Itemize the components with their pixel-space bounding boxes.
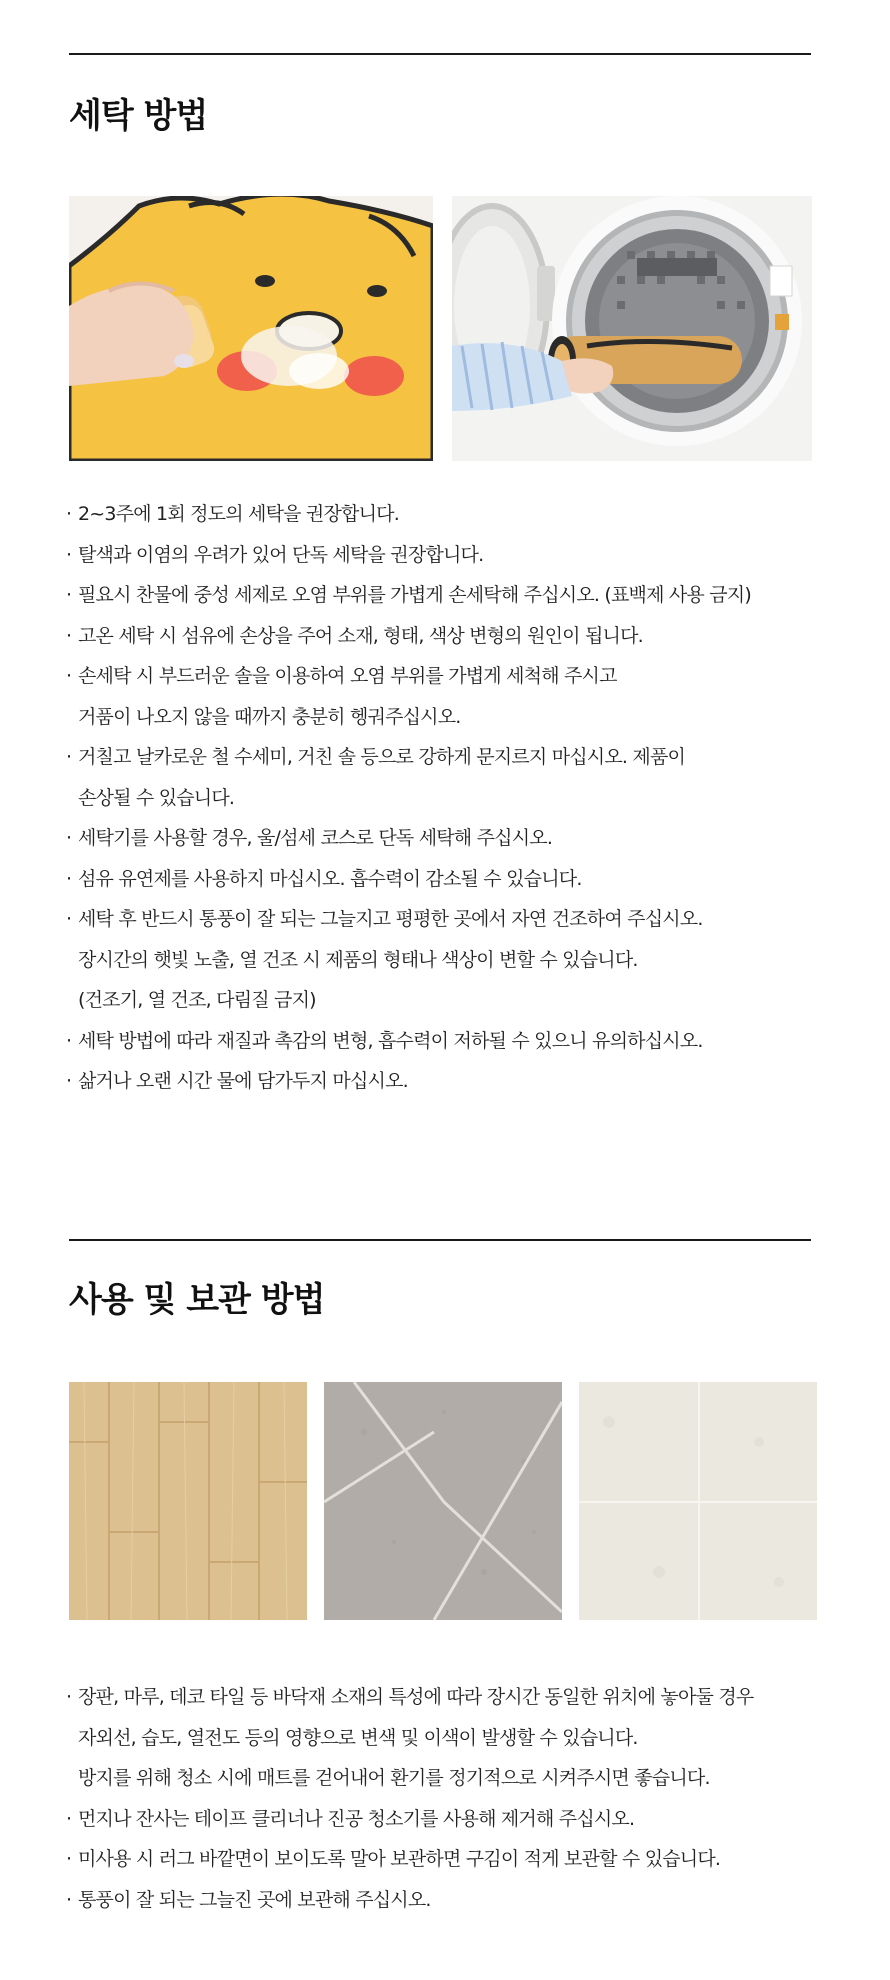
storage-item-4: · 통풍이 잘 되는 그늘진 곳에 보관해 주십시오. bbox=[66, 1880, 826, 1921]
washing-item-9: · 세탁 후 반드시 통풍이 잘 되는 그늘지고 평평한 곳에서 자연 건조하여 주십시오. 장시간의 햇빛 노출, 열 건조 시 제품의 형태나 색상이 변할 수 있습니다. (건조기, 열 건조, 다림질 금지) bbox=[66, 899, 826, 1021]
washing-item-8: · 섬유 유연제를 사용하지 마십시오. 흡수력이 감소될 수 있습니다. bbox=[66, 859, 826, 900]
washing-instructions-list bbox=[66, 494, 826, 1102]
washing-item-6: · 거칠고 날카로운 철 수세미, 거친 솔 등으로 강하게 문지르지 마십시오. 제품이 손상될 수 있습니다. bbox=[66, 737, 826, 818]
storage-section-title: 사용 및 보관 방법 bbox=[69, 1280, 325, 1320]
sponge-cleaning-photo bbox=[69, 196, 433, 461]
washing-item-1: · 2~3주에 1회 정도의 세탁을 권장합니다. bbox=[66, 494, 826, 535]
washing-item-11: · 삶거나 오랜 시간 물에 담가두지 마십시오. bbox=[66, 1061, 826, 1102]
washing-section-title: 세탁 방법 bbox=[69, 96, 208, 136]
washing-item-4: · 고온 세탁 시 섬유에 손상을 주어 소재, 형태, 색상 변형의 원인이 됩니다. bbox=[66, 616, 826, 657]
top-divider bbox=[69, 53, 811, 55]
washing-item-2: · 탈색과 이염의 우려가 있어 단독 세탁을 권장합니다. bbox=[66, 535, 826, 576]
wood-floor-photo bbox=[69, 1382, 307, 1620]
storage-item-3: · 미사용 시 러그 바깥면이 보이도록 말아 보관하면 구김이 적게 보관할 수 있습니다. bbox=[66, 1839, 826, 1880]
storage-instructions-list bbox=[66, 1677, 826, 1920]
washing-item-10: · 세탁 방법에 따라 재질과 촉감의 변형, 흡수력이 저하될 수 있으니 유의하십시오. bbox=[66, 1021, 826, 1062]
washing-item-7: · 세탁기를 사용할 경우, 울/섬세 코스로 단독 세탁해 주십시오. bbox=[66, 818, 826, 859]
washing-item-5: · 손세탁 시 부드러운 솔을 이용하여 오염 부위를 가볍게 세척해 주시고 거품이 나오지 않을 때까지 충분히 헹궈주십시오. bbox=[66, 656, 826, 737]
ivory-tile-photo bbox=[579, 1382, 817, 1620]
storage-item-2: · 먼지나 잔사는 테이프 클리너나 진공 청소기를 사용해 제거해 주십시오. bbox=[66, 1799, 826, 1840]
washing-machine-photo bbox=[452, 196, 812, 461]
grey-tile-photo bbox=[324, 1382, 562, 1620]
middle-divider bbox=[69, 1239, 811, 1241]
washing-item-3: · 필요시 찬물에 중성 세제로 오염 부위를 가볍게 손세탁해 주십시오. (표백제 사용 금지) bbox=[66, 575, 826, 616]
storage-item-1: · 장판, 마루, 데코 타일 등 바닥재 소재의 특성에 따라 장시간 동일한 위치에 놓아둘 경우 자외선, 습도, 열전도 등의 영향으로 변색 및 이색이 발생할 수 있습니다. 방지를 위해 청소 시에 매트를 걷어내어 환기를 정기적으로 시켜주시면 좋습니다. bbox=[66, 1677, 826, 1799]
